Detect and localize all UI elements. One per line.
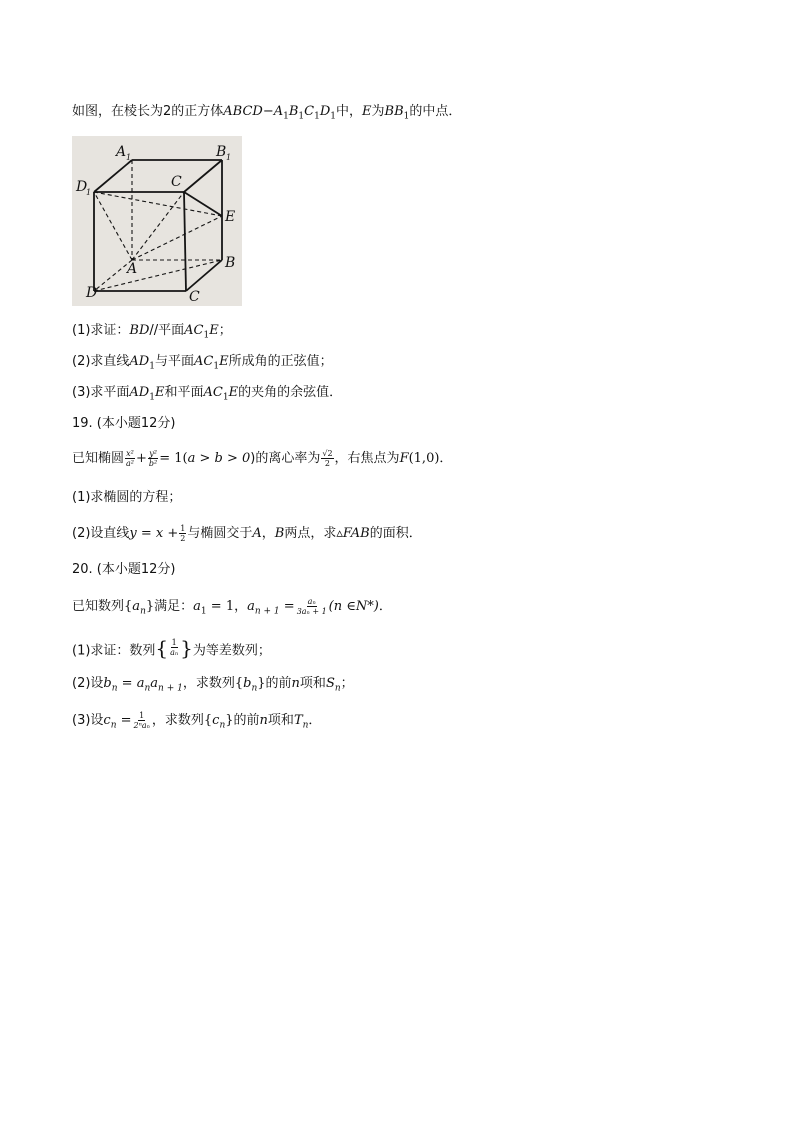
q-text: ；	[218, 323, 232, 338]
stmt-text: 已知数列	[72, 599, 125, 614]
math-sub: 1	[149, 392, 155, 403]
stmt-text: ．	[439, 451, 453, 466]
problem-18-q1	[72, 322, 232, 340]
math-sub: 1	[314, 111, 320, 122]
math-an1: a	[247, 599, 255, 614]
math-sub: n	[219, 720, 226, 731]
math-cn: c	[103, 713, 111, 728]
fraction-ecc	[321, 449, 333, 468]
frac-den: b²	[148, 459, 158, 468]
math-op: +	[136, 451, 147, 466]
cube-hidden-edges	[94, 160, 222, 291]
q-text: ．	[308, 713, 322, 728]
math-sub: 1	[203, 330, 210, 341]
math-line: AD	[129, 354, 150, 369]
problem-18-q2	[72, 353, 333, 371]
frac-num: 1	[139, 711, 145, 720]
label-d1-sub: 1	[86, 188, 92, 197]
q-text: 的面积．	[369, 526, 422, 541]
q-text: //平面	[149, 323, 185, 338]
math-eq: =	[116, 713, 132, 728]
problem-20-q2: (2)设$b_n = a_na_{n + 1}$，求数列$\{b_n\}$的前n项和$S_n$；	[72, 676, 354, 694]
math-focus: F	[399, 451, 409, 466]
math-triangle: ▵FAB	[336, 526, 370, 541]
math-a1: a	[193, 599, 201, 614]
intro-text: 为	[371, 104, 385, 119]
intro-text: 中，	[336, 104, 363, 119]
problem-18-intro	[72, 103, 461, 121]
math-sub: 1	[298, 111, 305, 122]
label-d1: D	[76, 179, 88, 195]
q-text: ，求数列	[182, 676, 235, 691]
q-text: (1)求椭圆的方程；	[72, 490, 182, 505]
q-text: 为等差数列；	[192, 643, 271, 659]
stmt-text: ．	[378, 599, 392, 614]
cube-figure	[72, 136, 242, 306]
q-text: 的前	[265, 676, 292, 691]
math-a1-val: = 1，	[206, 599, 248, 614]
label-c1: C	[171, 174, 182, 190]
frac-den: 2ⁿaₙ	[133, 721, 150, 730]
frac-den: aₙ	[170, 648, 179, 657]
q-text: ，	[261, 526, 275, 541]
math-sub: 1	[403, 111, 410, 122]
q-text: 与平面	[154, 354, 194, 369]
label-b: B	[225, 255, 236, 271]
math-sub: n + 1	[158, 683, 183, 694]
q-text: (1)求证：	[72, 323, 130, 338]
frac-num: 1	[171, 638, 177, 647]
math-plane: AC	[184, 323, 204, 338]
q-text: ，求数列	[151, 713, 204, 728]
math-eq: = 1(	[159, 451, 188, 466]
label-c: C	[189, 289, 200, 305]
q-text: 和平面	[164, 385, 204, 400]
math-seq: c	[212, 713, 220, 728]
stmt-text: 已知椭圆	[72, 451, 125, 466]
math-eq: =	[279, 599, 295, 614]
math-sub: n	[144, 683, 151, 694]
frac-den: a²	[126, 459, 134, 468]
frac-num: y²	[149, 449, 157, 458]
frac-den: 3aₙ + 1	[296, 607, 327, 616]
problem-20-heading	[72, 561, 176, 579]
stmt-text: ，右焦点为	[334, 451, 400, 466]
problem-19-statement	[72, 449, 452, 468]
math-sub: n	[111, 683, 118, 694]
math-cube: ABCD−A	[223, 104, 284, 119]
math-focus-coord: (1,0)	[408, 451, 440, 466]
math-seq: a	[132, 599, 141, 614]
math-sub: n	[302, 720, 309, 731]
math-sub: 1	[213, 361, 220, 372]
intro-text: 的中点．	[409, 104, 462, 119]
math-cube: B	[288, 104, 299, 119]
problem-19-q2	[72, 524, 422, 543]
math-bn: b	[103, 676, 112, 691]
frac-den: 2	[180, 534, 186, 543]
frac-den: 2	[324, 459, 330, 468]
math-point: B	[274, 526, 285, 541]
math-sub: n	[110, 720, 117, 731]
label-b1: B	[216, 144, 227, 160]
math-sub: n	[334, 683, 341, 694]
math-n: n	[259, 713, 268, 728]
problem-18-q3	[72, 384, 342, 402]
q-text: (2)求直线	[72, 354, 130, 369]
math-plane: E	[154, 385, 165, 400]
math-sub: 1	[149, 361, 155, 372]
q-text: 所成角的正弦值；	[228, 354, 333, 369]
math-sub: n + 1	[254, 606, 280, 617]
q-text: ；	[340, 676, 354, 691]
stmt-text: 满足：	[154, 599, 194, 614]
q-text: (2)设	[72, 676, 104, 691]
math-plane: E	[228, 385, 239, 400]
problem-20-q3: (3)设$c_n$ = $\frac{1}{\text{2ⁿaₙ}}$ ，求数列$\{c_n\}$的前n项和$T_n$．	[72, 711, 322, 731]
math-cube: D	[319, 104, 331, 119]
math-seq: b	[243, 676, 252, 691]
fraction-half	[179, 524, 186, 543]
math-sub: 1	[330, 111, 337, 122]
q-text: (3)设	[72, 713, 104, 728]
problem-19-heading	[72, 415, 176, 433]
q-text: 项和	[299, 676, 326, 691]
math-plane: AD	[129, 385, 150, 400]
problem-heading: 19. (本小题12分)	[72, 416, 176, 431]
math-sub: 1	[283, 111, 289, 122]
q-text: (2)设直线	[72, 526, 130, 541]
math-tn: T	[293, 713, 303, 728]
math-cond: a > b > 0	[187, 451, 251, 466]
intro-text: 如图，在棱长为2的正方体	[72, 104, 224, 119]
math-bb1: BB	[384, 104, 404, 119]
q-text: 与椭圆交于	[187, 526, 253, 541]
problem-20-q1	[72, 635, 271, 661]
math-cube: C	[304, 104, 315, 119]
fraction-x	[125, 449, 135, 468]
math-plane: E	[209, 323, 219, 338]
q-text: 的前	[233, 713, 260, 728]
q-text: (1)求证：数列	[72, 643, 156, 659]
frac-num: 1	[180, 524, 186, 533]
math-e: E	[362, 104, 372, 119]
math-plane: E	[219, 354, 229, 369]
label-a: A	[127, 261, 138, 277]
math-sub: n	[140, 606, 146, 617]
math-sub: n	[251, 683, 258, 694]
q-text: 的夹角的余弦值．	[238, 385, 343, 400]
frac-num: aₙ	[307, 597, 316, 606]
math-point: A	[252, 526, 262, 541]
math-n: n	[291, 676, 300, 691]
label-a1-sub: 1	[126, 153, 132, 162]
label-e: E	[225, 209, 236, 225]
brace-group: { $\frac{1}{\text{aₙ}}$ }	[155, 635, 193, 660]
math-plane: AC	[203, 385, 223, 400]
fraction-y	[148, 449, 158, 468]
stmt-text: )的离心率为	[250, 451, 321, 466]
q-text: 两点，求	[284, 526, 337, 541]
label-d: D	[86, 285, 98, 301]
problem-19-q1	[72, 489, 181, 507]
cube-diagram	[72, 136, 242, 306]
frac-num: x²	[126, 449, 134, 458]
math-line: y = x +	[129, 526, 179, 541]
q-text: (3)求平面	[72, 385, 130, 400]
math-an1: a	[150, 676, 159, 691]
math-cond: (n ∈N*)	[328, 599, 379, 614]
math-sub: 1	[200, 606, 207, 617]
frac-num: √2	[322, 449, 333, 458]
fraction-reciprocal	[169, 638, 179, 657]
math-bd: BD	[129, 323, 150, 338]
math-plane: AC	[193, 354, 214, 369]
q-text: 项和	[267, 713, 294, 728]
label-b1-sub: 1	[226, 153, 232, 162]
math-sn: S	[325, 676, 335, 691]
math-eq: = a	[117, 676, 145, 691]
fraction-cn	[133, 711, 151, 730]
math-sub: 1	[222, 392, 229, 403]
label-a1: A	[116, 144, 127, 160]
problem-heading: 20. (本小题12分)	[72, 562, 176, 577]
fraction-recurrence	[296, 597, 328, 616]
problem-20-statement: 已知数列$\{a_n\}$满足：$a_1 = 1$，$a_{n + 1}$ = $\frac{\text{aₙ}}{\text{3aₙ + 1}}$ (n ∈N*)．	[72, 597, 392, 617]
